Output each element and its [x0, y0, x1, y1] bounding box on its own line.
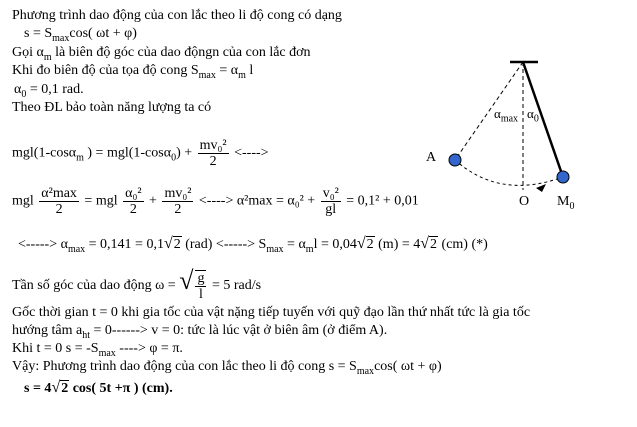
label-point-M0: $M_0$ [557, 194, 575, 212]
line-centripetal: hướng tâm $a_{ht} = 0------> v = 0$: tức là lúc vật ở biên âm (ở điểm A). [12, 323, 388, 341]
line-energy-equation: mgl(1-cosα$_m$ ) = mgl(1-cosα$_0$) + $\frac{\text{mv₀²}}{2}$ <----> [12, 138, 269, 169]
label-alpha-max: $\alpha_{max}$ [494, 106, 519, 125]
fraction-kinetic: $\frac{\text{mv₀²}}{2}$ [199, 138, 227, 169]
line-initial-time: Gốc thời gian t = 0 khi gia tốc của vật nặng tiếp tuyến với quỹ đạo lần thứ nhất tức là gia tốc [12, 305, 531, 320]
line-alpha0: $\alpha_0 = 0,1$ rad. [14, 82, 84, 100]
line-angular-frequency: Tần số góc của dao động ω = √ $\frac{g}{l}$ = 5 rad/s [12, 266, 262, 302]
label-alpha0: $\alpha_0$ [527, 106, 539, 125]
ball-extreme [449, 154, 461, 166]
line-energy-conservation: Theo ĐL bảo toàn năng lượng ta có [12, 100, 212, 115]
line-intro: Phương trình dao động của con lắc theo li độ cong có dạng [12, 8, 342, 23]
ball-current [557, 171, 569, 183]
line-angular-amplitude: Gọi $\alpha_m$ là biên độ góc của dao độngn của con lắc đơn [12, 45, 311, 63]
label-point-O: O [519, 194, 530, 209]
line-arc-amplitude: Khi đo biên độ của tọa độ cong $S_{max} = \alpha_m$ l [12, 63, 254, 81]
label-point-A: A [426, 150, 437, 165]
line-equation-form: $s = S_{max}\cos$( ωt + φ) [24, 26, 137, 44]
line-result-amplitude: <-----> $\alpha_{max} = 0,141 = 0,1√2$ (rad) <-----> $S_{max} = \alpha_ml = 0,04√2$ (m) = 4√2 (cm) (*) [18, 235, 488, 255]
velocity-arrow [536, 184, 546, 192]
line-small-angle: mgl $\frac{\text{α²max}}{2}$ = mgl $\frac{\text{α₀²}}{2}$ + $\frac{\text{mv₀²}}{2}$ <----> α²max = α₀² + $\frac{\text{v₀²}}{gl}$ = 0,1² + 0,01 [12, 186, 419, 217]
line-conclusion: Vậy: Phương trình dao động của con lắc theo li độ cong $s = S_{max}\cos$( ωt + φ) [12, 359, 442, 377]
line-final-equation: s = 4√2 cos( 5t +π ) (cm). [24, 379, 173, 396]
trajectory-arc [455, 160, 563, 185]
line-phase: Khi t = 0 $s = -S_{max}$ ----> φ = π. [12, 341, 183, 359]
